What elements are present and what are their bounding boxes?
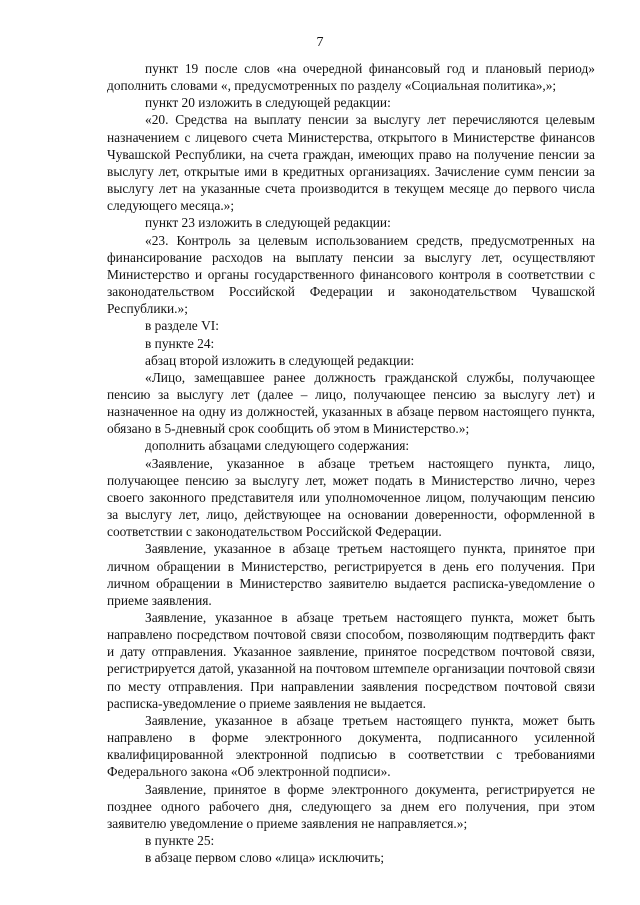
paragraph: «20. Средства на выплату пенсии за выслугу лет перечисляются целевым назначением с лицевого счета Министерства, открытого в Министерстве финансов Чувашской Республики, на счета граждан, имеющих право на получение пенсии за выслугу лет, открытые ими в кредитных организациях. Зачисление сумм пенсии за выслугу лет на указанные счета производится в текущем месяце до первого числа следующего месяца.»;: [107, 112, 595, 214]
page-number: 7: [316, 35, 324, 50]
paragraph: «23. Контроль за целевым использованием средств, предусмотренных на финансирование расходов на выплату пенсии за выслугу лет, осуществляют Министерство и органы государственного финансового контроля в соответствии с законодательством Российской Федерации и законодательством Чувашской Республики.»;: [107, 232, 595, 317]
paragraph: «Заявление, указанное в абзаце третьем настоящего пункта, лицо, получающее пенсию за выслугу лет, может подать в Министерство лично, через своего законного представителя или уполномоченное лицом, получающим пенсию за выслугу лет, лицо, действующее на основании доверенности, оформленной в соответствии с законодательством Российской Федерации.: [107, 455, 595, 540]
paragraph: в разделе VI:: [145, 318, 219, 334]
paragraph: пункт 23 изложить в следующей редакции:: [145, 215, 391, 231]
paragraph: пункт 19 после слов «на очередной финансовый год и плановый период» дополнить словами «, предусмотренных по разделу «Социальная политика»,»;: [107, 61, 595, 94]
paragraph: дополнить абзацами следующего содержания:: [145, 438, 410, 454]
paragraph: в пункте 25:: [145, 833, 215, 849]
paragraph: в абзаце первом слово «лица» исключить;: [145, 850, 385, 866]
paragraph: абзац второй изложить в следующей редакции:: [145, 352, 415, 368]
paragraph: Заявление, принятое в форме электронного документа, регистрируется не позднее одного рабочего дня, следующего за днем его получения, при этом заявителю уведомление о приеме заявления не направляется.»;: [107, 781, 595, 831]
paragraph: в пункте 24:: [145, 335, 215, 351]
document-body: [107, 60, 595, 866]
paragraph: пункт 20 изложить в следующей редакции:: [145, 95, 391, 111]
paragraph: Заявление, указанное в абзаце третьем настоящего пункта, принятое при личном обращении в Министерство, регистрируется в день его получения. При личном обращении в Министерство заявителю выдается расписка-уведомление о приеме заявления.: [107, 541, 595, 608]
paragraph: Заявление, указанное в абзаце третьем настоящего пункта, может быть направлено посредством почтовой связи способом, позволяющим подтвердить факт и дату отправления. Указанное заявление, принятое посредством почтовой связи, регистрируется датой, указанной на почтовом штемпеле организации почтовой связи по месту отправления. При направлении заявления посредством почтовой связи расписка-уведомление о приеме заявления не выдается.: [107, 610, 595, 711]
paragraph: «Лицо, замещавшее ранее должность гражданской службы, получающее пенсию за выслугу лет (далее – лицо, получающее пенсию за выслугу лет) и назначенное на одну из должностей, указанных в абзаце первом настоящего пункта, обязано в 5-дневный срок сообщить об этом в Министерство.»;: [107, 369, 595, 437]
paragraph: Заявление, указанное в абзаце третьем настоящего пункта, может быть направлено в форме электронного документа, подписанного усиленной квалифицированной электронной подписью в соответствии с требованиями Федерального закона «Об электронной подписи».: [107, 712, 595, 780]
